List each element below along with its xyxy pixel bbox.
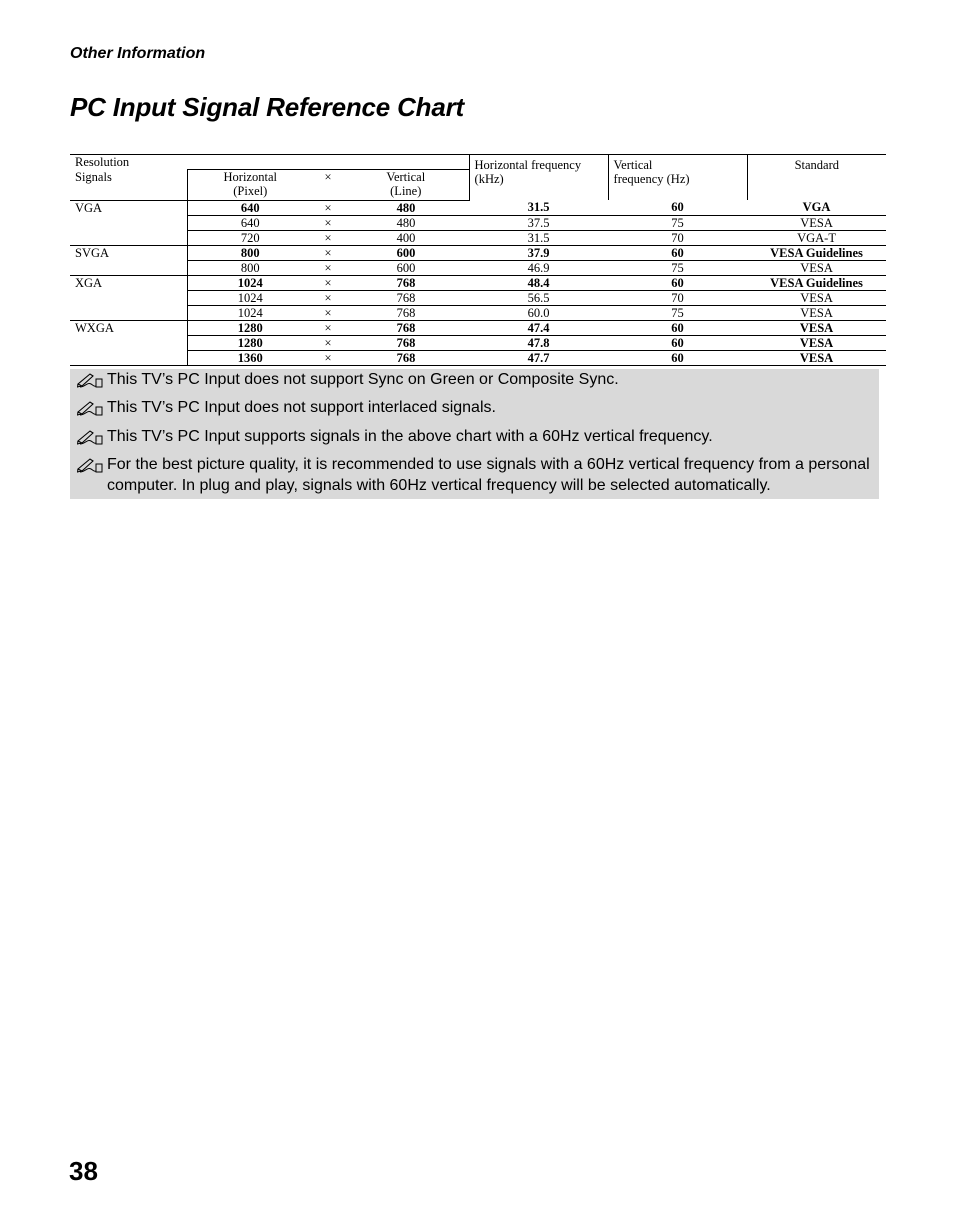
cell-horizontal-frequency: 37.5 <box>469 215 608 230</box>
signal-reference-table <box>70 154 886 366</box>
cell-standard: VESA Guidelines <box>747 275 886 290</box>
pen-note-icon <box>77 400 103 416</box>
cell-signal: XGA <box>70 275 187 290</box>
cell-vertical: 400 <box>343 230 469 245</box>
cell-signal <box>70 230 187 245</box>
note-text: This TV’s PC Input does not support Sync on Green or Composite Sync. <box>107 371 619 388</box>
cell-signal <box>70 290 187 305</box>
header-row-1 <box>70 155 886 170</box>
cell-horizontal-frequency: 31.5 <box>527 200 550 215</box>
section-label: Other Information <box>70 45 206 62</box>
cell-vertical: 600 <box>343 260 469 275</box>
cell-horizontal-frequency: 31.5 <box>469 230 608 245</box>
header-horizontal-frequency: Horizontal frequency (kHz) <box>469 155 608 201</box>
note-text: This TV’s PC Input does not support interlaced signals. <box>107 399 496 416</box>
cell-vertical-frequency: 70 <box>608 230 747 245</box>
cell-vertical-frequency: 60 <box>608 245 747 260</box>
cell-vertical-frequency: 60 <box>671 200 684 215</box>
header-resolution: Resolution <box>75 155 130 170</box>
cell-vertical-frequency: 75 <box>608 305 747 320</box>
cell-vertical: 480 <box>396 200 416 215</box>
table-row <box>70 230 886 245</box>
cell-vertical: 768 <box>343 350 469 365</box>
cell-horizontal: 1280 <box>187 320 313 335</box>
table-row <box>70 305 886 320</box>
cell-standard: VESA <box>747 305 886 320</box>
cell-horizontal: 1280 <box>187 335 313 350</box>
cell-horizontal-frequency: 47.7 <box>469 350 608 365</box>
table-row <box>70 215 886 230</box>
cell-horizontal: 640 <box>187 200 313 215</box>
cell-times: × <box>313 230 343 245</box>
cell-times: × <box>313 260 343 275</box>
cell-vertical-frequency: 60 <box>608 320 747 335</box>
cell-signal: SVGA <box>70 245 187 260</box>
cell-signal <box>70 305 187 320</box>
cell-standard: VESA <box>747 350 886 365</box>
cell-vertical: 768 <box>343 290 469 305</box>
cell-signal <box>70 350 187 365</box>
cell-vertical: 480 <box>343 215 469 230</box>
note-text: This TV’s PC Input supports signals in the above chart with a 60Hz vertical frequency. <box>107 428 713 445</box>
cell-horizontal: 720 <box>187 230 313 245</box>
cell-horizontal: 1024 <box>187 275 313 290</box>
cell-standard: VESA <box>747 290 886 305</box>
cell-times: × <box>313 320 343 335</box>
cell-horizontal-frequency: 46.9 <box>469 260 608 275</box>
cell-vertical: 768 <box>343 335 469 350</box>
note-item <box>77 397 496 418</box>
cell-times: × <box>313 350 343 365</box>
cell-vertical: 768 <box>343 275 469 290</box>
cell-signal <box>70 260 187 275</box>
cell-horizontal: 800 <box>187 245 313 260</box>
table-row <box>70 245 886 260</box>
header-horizontal-pixel: Horizontal (Pixel) <box>187 170 313 201</box>
cell-vertical: 768 <box>343 305 469 320</box>
signal-reference-table-container <box>70 154 886 366</box>
table-row <box>70 335 886 350</box>
cell-vertical-frequency: 60 <box>608 350 747 365</box>
pen-note-icon <box>77 429 103 445</box>
header-times: × <box>313 170 343 201</box>
cell-times: × <box>313 245 343 260</box>
header-vertical-line: Vertical (Line) <box>343 170 469 201</box>
table-row <box>70 350 886 365</box>
cell-times: × <box>313 305 343 320</box>
cell-vertical: 600 <box>343 245 469 260</box>
cell-times: × <box>313 275 343 290</box>
pen-note-icon <box>77 457 103 473</box>
cell-signal <box>70 335 187 350</box>
header-vertical-frequency: Vertical frequency (Hz) <box>608 155 747 201</box>
cell-vertical-frequency: 60 <box>608 275 747 290</box>
cell-times: × <box>313 215 343 230</box>
header-signals: Signals <box>70 170 187 201</box>
table-row <box>70 200 886 215</box>
cell-standard: VESA Guidelines <box>747 245 886 260</box>
cell-times: × <box>313 335 343 350</box>
page-title: PC Input Signal Reference Chart <box>70 92 464 122</box>
cell-standard: VESA <box>747 215 886 230</box>
pen-note-icon <box>77 372 103 388</box>
note-item <box>77 369 619 390</box>
cell-horizontal: 1024 <box>187 305 313 320</box>
cell-horizontal: 1024 <box>187 290 313 305</box>
cell-horizontal-frequency: 47.4 <box>469 320 608 335</box>
cell-horizontal-frequency: 37.9 <box>469 245 608 260</box>
cell-horizontal-frequency: 47.8 <box>469 335 608 350</box>
cell-signal: WXGA <box>70 320 187 335</box>
header-standard: Standard <box>747 155 886 201</box>
cell-horizontal: 640 <box>187 215 313 230</box>
cell-vertical-frequency: 70 <box>608 290 747 305</box>
notes-box <box>70 369 879 499</box>
note-item <box>77 454 879 496</box>
cell-vertical: 768 <box>343 320 469 335</box>
cell-vertical-frequency: 75 <box>608 215 747 230</box>
cell-signal: VGA <box>75 200 103 215</box>
cell-horizontal-frequency: 60.0 <box>469 305 608 320</box>
cell-horizontal-frequency: 56.5 <box>469 290 608 305</box>
cell-vertical-frequency: 60 <box>608 335 747 350</box>
page-number: 38 <box>69 1156 98 1186</box>
note-item <box>77 426 713 447</box>
cell-standard: VESA <box>747 260 886 275</box>
cell-times: × <box>313 290 343 305</box>
cell-vertical-frequency: 75 <box>608 260 747 275</box>
cell-standard: VESA <box>747 335 886 350</box>
note-text: For the best picture quality, it is recommended to use signals with a 60Hz vertical frequency from a personal computer. In plug and play, signals with 60Hz vertical frequency will be selected automatically. <box>107 456 870 494</box>
cell-standard: VESA <box>747 320 886 335</box>
cell-horizontal-frequency: 48.4 <box>469 275 608 290</box>
cell-horizontal: 1360 <box>187 350 313 365</box>
cell-standard: VGA-T <box>747 230 886 245</box>
table-row <box>70 275 886 290</box>
table-row <box>70 260 886 275</box>
table-row <box>70 290 886 305</box>
cell-times: × <box>324 200 332 215</box>
cell-signal <box>70 215 187 230</box>
cell-horizontal: 800 <box>187 260 313 275</box>
table-row <box>70 320 886 335</box>
cell-standard: VGA <box>802 200 831 215</box>
